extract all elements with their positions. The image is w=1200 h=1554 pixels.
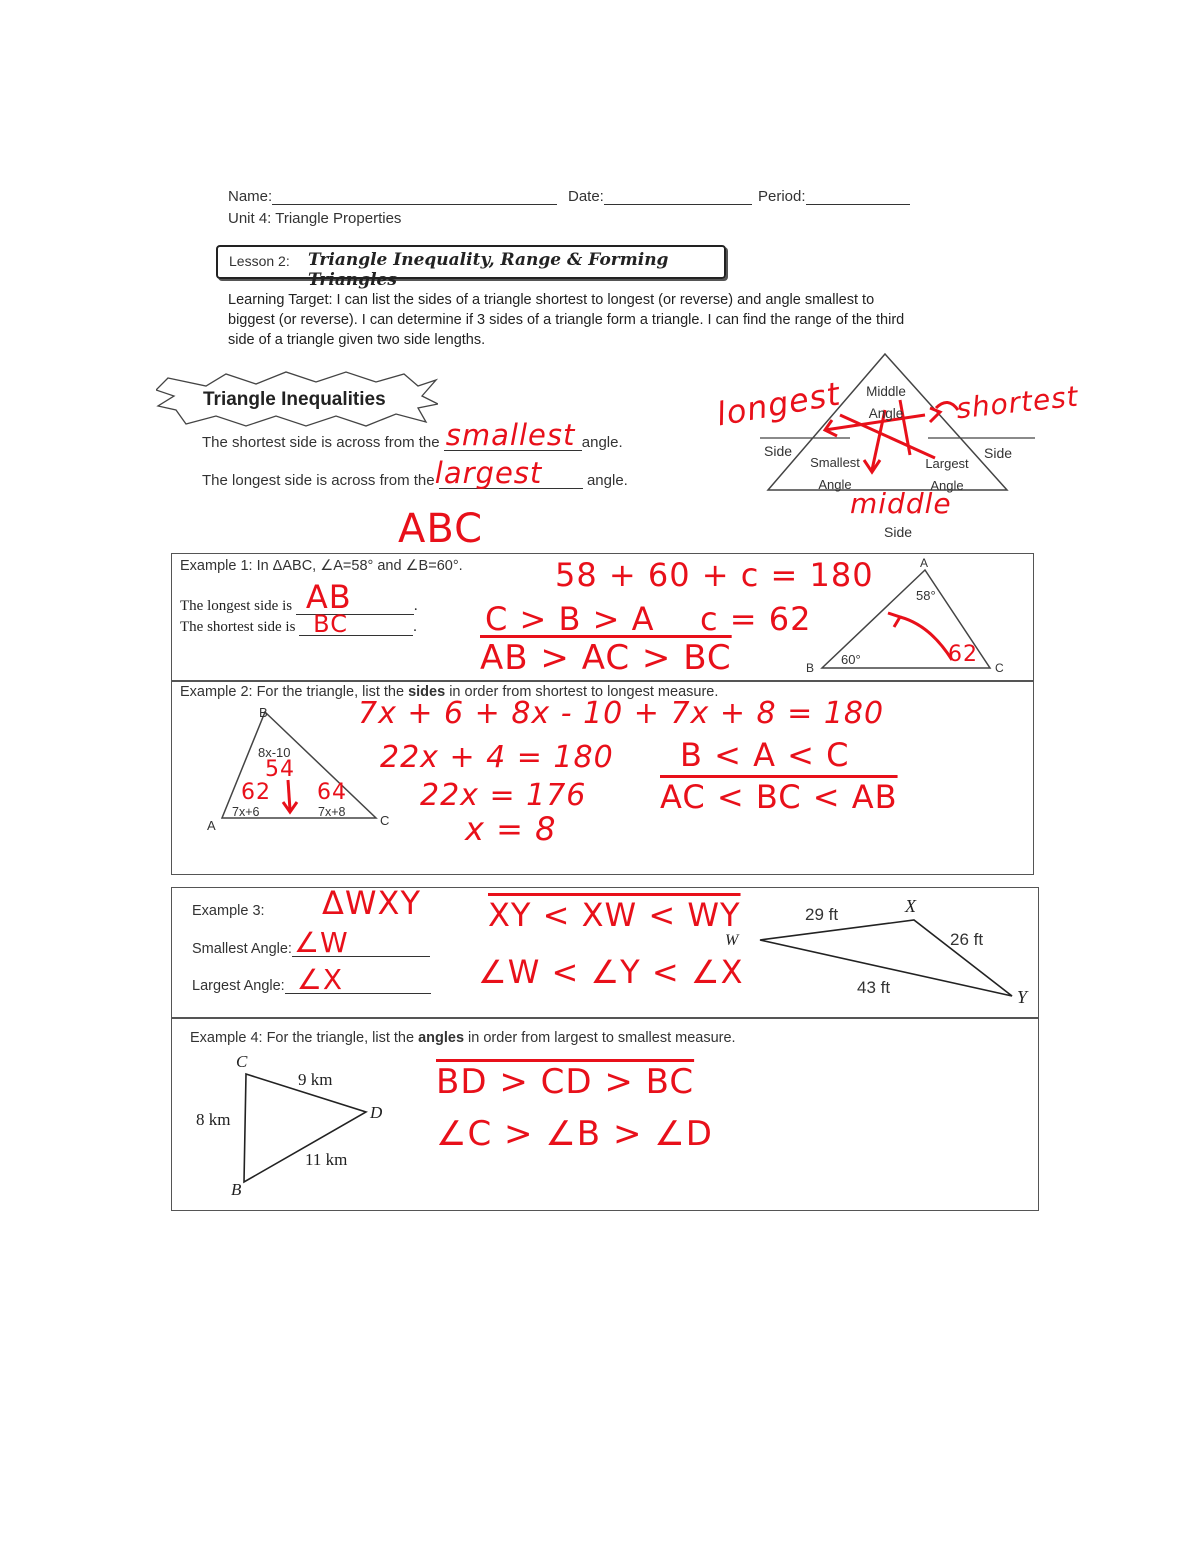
- example2-angle-c: 7x+8: [318, 805, 346, 819]
- example2-hw-line2: 22x + 4 = 180: [380, 740, 614, 775]
- period-blank[interactable]: [806, 204, 910, 205]
- example4-hw-angles: ∠C > ∠B > ∠D: [436, 1114, 713, 1154]
- middle-angle-l1: Middle: [866, 384, 906, 399]
- example4-vertex-b: B: [231, 1180, 242, 1199]
- example1-angle-a: 58°: [916, 588, 936, 603]
- longest-rule-suffix: angle.: [586, 472, 628, 489]
- example2-hw-line1: 7x + 6 + 8x - 10 + 7x + 8 = 180: [358, 696, 885, 731]
- learning-target-line-1: Learning Target: I can list the sides of a triangle shortest to longest (or reverse) and angle smallest to: [228, 292, 875, 308]
- longest-rule-blank[interactable]: [434, 456, 583, 490]
- shortest-rule-suffix: angle.: [581, 434, 623, 451]
- example3-smallest-label: Smallest Angle:: [192, 941, 292, 957]
- example2-prompt-post: in order from shortest to longest measure.: [445, 684, 719, 700]
- example1-shortest-blank[interactable]: [299, 610, 413, 638]
- period-label: Period:: [758, 188, 806, 205]
- example4-side-cd: 9 km: [298, 1070, 333, 1089]
- example2-vertex-b: B: [259, 705, 268, 720]
- middle-angle-l2: Angle: [868, 406, 904, 421]
- example1-hw-line2b: c = 62: [700, 600, 812, 638]
- largest-angle-l2: Angle: [930, 478, 964, 493]
- example1-longest: The longest side is AB .: [180, 578, 418, 616]
- example2-hw-c: 64: [317, 780, 347, 805]
- example3-hw-sides: XY < XW < WY: [488, 896, 741, 934]
- example4-vertex-d: D: [370, 1103, 383, 1122]
- longest-rule-answer: largest: [434, 456, 543, 490]
- example4-vertex-c: C: [236, 1052, 248, 1071]
- shortest-rule-answer: smallest: [445, 418, 576, 452]
- example1-angle-b: 60°: [841, 652, 861, 667]
- example3-vertex-w: W: [725, 932, 739, 949]
- right-side-label: Side: [984, 445, 1013, 461]
- example4-hw-sides: BD > CD > BC: [436, 1062, 695, 1102]
- learning-target-line-3: side of a triangle given two side lengths.: [228, 332, 486, 348]
- example1-hw-line3: AB > AC > BC: [480, 638, 732, 678]
- example2-hw-b: 54: [265, 757, 295, 782]
- example3-smallest: [192, 926, 430, 959]
- example3-vertex-y: Y: [1017, 987, 1028, 1007]
- name-field: [228, 188, 557, 205]
- example1-vertex-c: C: [995, 661, 1004, 675]
- bottom-side-label: Side: [884, 524, 913, 540]
- example1-vertex-b: B: [806, 661, 815, 675]
- date-blank[interactable]: [604, 204, 752, 205]
- lesson-title: Triangle Inequality, Range & Forming Triangles: [308, 250, 669, 290]
- example3-side-wx: 29 ft: [805, 905, 839, 924]
- name-blank[interactable]: [272, 204, 557, 205]
- example2-prompt-bold: sides: [408, 684, 446, 700]
- example3-hw-angles: ∠W < ∠Y < ∠X: [478, 953, 744, 991]
- example2-vertex-c: C: [380, 813, 390, 828]
- example2-angle-a: 7x+6: [232, 805, 260, 819]
- smallest-angle-l2: Angle: [818, 477, 852, 492]
- example2-prompt-pre: Example 2: For the triangle, list the: [180, 684, 409, 700]
- example1-shortest-answer: BC: [313, 610, 348, 638]
- example2-hw-a: 62: [241, 780, 271, 805]
- example4-prompt-bold: angles: [418, 1030, 465, 1046]
- hw-middle: middle: [850, 487, 952, 520]
- example2-angle-b: 8x-10: [258, 745, 291, 760]
- lesson-label: Lesson 2:: [229, 253, 290, 269]
- example1-hw-line1: 58 + 60 + c = 180: [555, 556, 874, 594]
- left-side-label: Side: [764, 443, 793, 459]
- example3-vertex-x: X: [905, 896, 916, 916]
- example4-prompt-post: in order from largest to smallest measure.: [464, 1030, 736, 1046]
- example1-longest-label: The longest side is: [180, 598, 293, 614]
- example1-hw-line2a: C > B > A: [485, 600, 655, 638]
- example1-longest-answer: AB: [305, 578, 352, 616]
- example2-vertex-a: A: [207, 818, 216, 833]
- example4-prompt: [190, 1030, 736, 1046]
- example1-vertex-a: A: [920, 556, 929, 570]
- example1-shortest-label: The shortest side is: [180, 619, 296, 635]
- example3-largest-answer: ∠X: [296, 963, 344, 996]
- lesson-box: [216, 245, 726, 290]
- shortest-rule-prefix: The shortest side is across from the: [202, 434, 440, 451]
- example3-smallest-blank[interactable]: [292, 926, 430, 959]
- hw-shortest: shortest: [954, 379, 1081, 426]
- example3-largest-label: Largest Angle:: [192, 978, 285, 994]
- banner-title: Triangle Inequalities: [203, 389, 386, 410]
- date-field: [568, 188, 752, 205]
- longest-rule-prefix: The longest side is across from the: [202, 472, 435, 489]
- hw-longest: longest: [713, 374, 844, 434]
- learning-target-line-2: biggest (or reverse). I can determine if 3 sides of a triangle form a triangle. I can find the range of the third: [228, 312, 905, 328]
- example1-prompt: Example 1: In ΔABC, ∠A=58° and ∠B=60°.: [180, 558, 463, 574]
- example3-label: Example 3:: [192, 903, 265, 919]
- example3-hw-title: ΔWXY: [322, 884, 421, 922]
- side-angle-diagram: [700, 350, 1080, 550]
- example1-shortest: The shortest side is BC .: [180, 610, 417, 638]
- period-field: [758, 188, 910, 205]
- example2-hw-line3: 22x = 176: [420, 778, 587, 813]
- example2-hw-line4: x = 8: [465, 810, 557, 848]
- example2-hw-order-angles: B < A < C: [680, 736, 850, 774]
- date-label: Date:: [568, 188, 604, 205]
- example2-hw-order-sides: AC < BC < AB: [660, 778, 898, 816]
- shortest-rule-blank[interactable]: [444, 418, 582, 452]
- example1-hw-angle-c: 62: [948, 642, 978, 667]
- example3-side-wy: 43 ft: [857, 978, 891, 997]
- example4-side-cb: 8 km: [196, 1110, 231, 1129]
- learning-target: [228, 290, 904, 350]
- example3-largest-blank[interactable]: [285, 963, 431, 996]
- shortest-rule: [202, 418, 623, 452]
- example4-prompt-pre: Example 4: For the triangle, list the: [190, 1030, 419, 1046]
- middle-angle-label: [862, 381, 910, 425]
- example3-smallest-answer: ∠W: [293, 926, 349, 959]
- name-label: Name:: [228, 188, 273, 205]
- example1-hw-title: ABC: [398, 506, 484, 552]
- example1-triangle: [790, 555, 1030, 680]
- largest-angle-l1: Largest: [925, 456, 969, 471]
- smallest-angle-l1: Smallest: [810, 455, 860, 470]
- example3-largest: [192, 963, 431, 996]
- longest-rule: [202, 456, 628, 490]
- example3-side-xy: 26 ft: [950, 930, 984, 949]
- example4-side-bd: 11 km: [305, 1150, 348, 1169]
- unit-title: Unit 4: Triangle Properties: [228, 210, 402, 227]
